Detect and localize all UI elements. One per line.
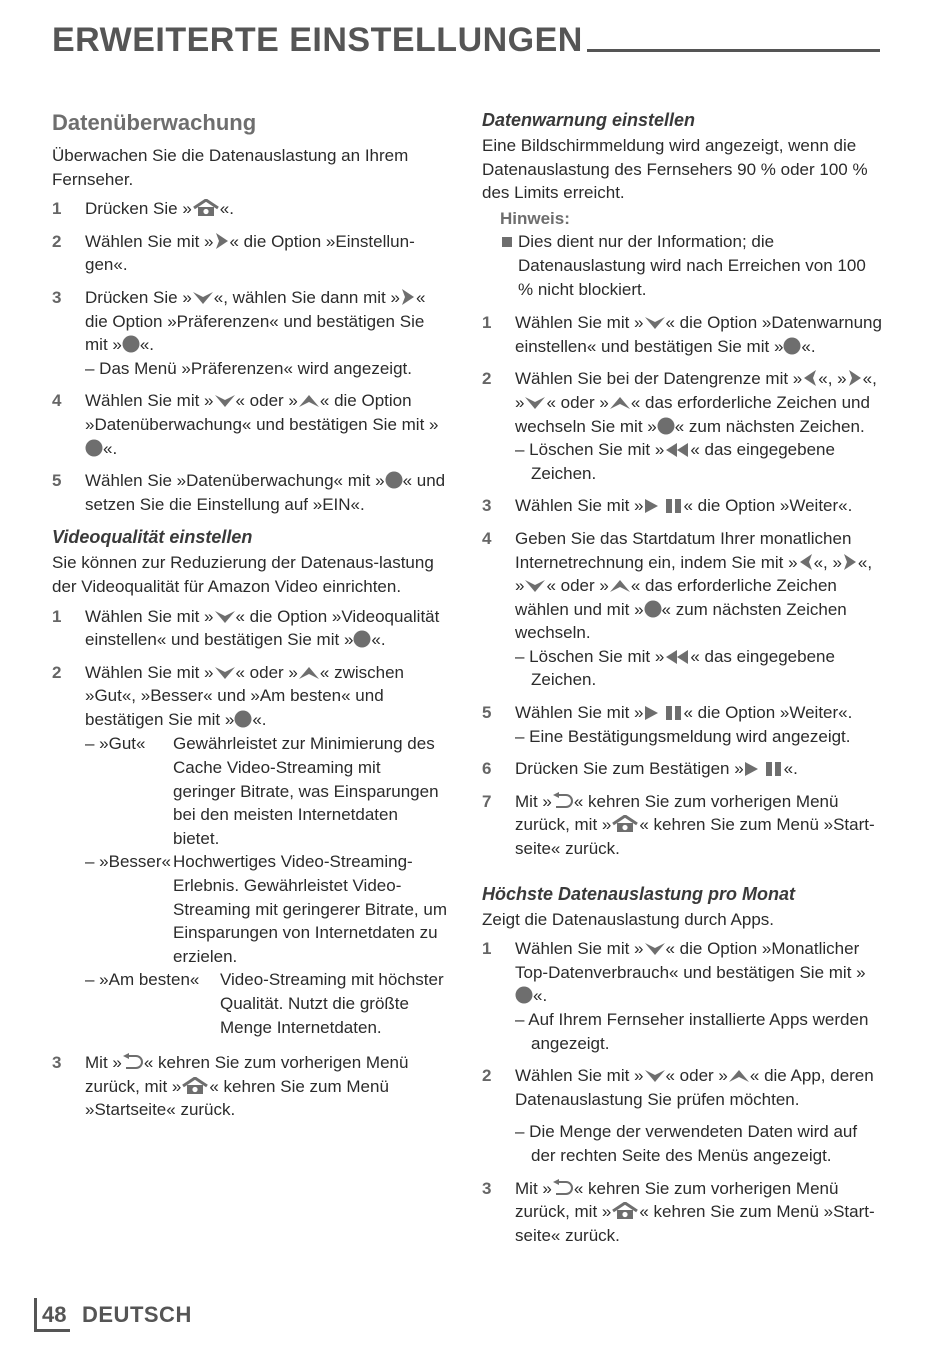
step-text: Wählen Sie mit »	[85, 606, 214, 626]
list-item	[52, 197, 447, 221]
arrow-down-icon	[214, 665, 236, 681]
step-number: 5	[482, 703, 492, 723]
step-text: Wählen Sie mit »	[85, 231, 214, 251]
subsection-title: Videoqualität einstellen	[52, 527, 253, 548]
step-text: « oder »	[235, 391, 298, 411]
arrow-up-icon	[609, 578, 631, 594]
arrow-up-icon	[298, 665, 320, 681]
step-number: 2	[482, 1066, 492, 1086]
step-text: Wählen Sie mit »	[515, 703, 644, 723]
step-number: 1	[52, 606, 62, 626]
page-title: ERWEITERTE EINSTELLUNGEN	[52, 20, 587, 60]
step-text: « kehren Sie zum Menü »Startseite« zurück.	[85, 1076, 389, 1120]
step-text: « oder »	[546, 392, 609, 412]
option-term: – »Besser«	[85, 852, 171, 872]
arrow-down-icon	[644, 315, 666, 331]
list-item	[482, 494, 882, 518]
option-description: Gewährleistet zur Minimierung des Cache Video-Streaming mit geringer Bitrate, was Einsparungen bei den meisten Internetdaten bietet.	[173, 734, 439, 848]
step-result	[515, 645, 882, 692]
step-text: « die Option »Datenwarnung einstellen« und bestätigen Sie mit »	[515, 313, 882, 356]
step-result	[515, 438, 882, 485]
step-result: – Auf Ihrem Fernseher installierte Apps werden angezeigt.	[515, 1010, 869, 1053]
subsection-intro: Sie können zur Reduzierung der Datenaus-lastung der Videoqualität für Amazon Video einrichten.	[52, 553, 434, 596]
home-icon	[192, 199, 220, 217]
arrow-up-icon	[609, 395, 631, 411]
data-warning-steps	[482, 311, 882, 860]
step-number: 3	[482, 496, 492, 516]
footer-rule-horizontal	[34, 1329, 70, 1332]
step-text: « die App, deren Datenauslastung Sie prüfen möchten.	[515, 1066, 874, 1109]
ok-icon	[353, 630, 371, 648]
ok-icon	[234, 710, 252, 728]
arrow-right-icon	[847, 369, 863, 387]
step-text: « das eingegebene Zeichen.	[531, 646, 835, 690]
arrow-left-icon	[802, 369, 818, 387]
list-item	[482, 757, 882, 781]
step-text: «, »	[813, 552, 842, 572]
list-item	[52, 230, 447, 277]
video-quality-steps	[52, 605, 447, 1122]
footer-rule-vertical	[34, 1298, 37, 1332]
subsection-intro: Zeigt die Datenauslastung durch Apps.	[482, 909, 775, 929]
step-number: 1	[52, 199, 62, 219]
list-item	[482, 701, 882, 748]
step-text: Mit »	[85, 1053, 122, 1073]
play-pause-icon	[644, 498, 684, 514]
step-text: «.	[533, 986, 548, 1006]
note-title: Hinweis:	[500, 208, 570, 228]
list-item	[482, 527, 882, 692]
arrow-right-icon	[400, 288, 416, 306]
step-text: « und setzen Sie die Einstellung auf »EIN«.	[85, 471, 446, 514]
step-text: Wählen Sie mit »	[515, 1066, 644, 1086]
rewind-icon	[664, 442, 690, 458]
back-icon	[552, 792, 574, 810]
step-number: 2	[52, 231, 62, 251]
subsection-title: Datenwarnung einstellen	[482, 110, 696, 130]
step-text: «.	[103, 438, 118, 458]
section-title: Datenüberwachung	[52, 110, 257, 135]
option-description: Hochwertiges Video-Streaming-Erlebnis. Gewährleistet Video-Streaming mit geringerer Bitrate, um Einsparungen von Internetdaten zu erzielen.	[173, 852, 447, 966]
step-text: Wählen Sie mit »	[85, 662, 214, 682]
step-text: Wählen Sie mit »	[515, 496, 644, 516]
step-text: « kehren Sie zum vorherigen Menü zurück, mit »	[515, 791, 839, 835]
ok-icon	[122, 335, 140, 353]
step-text: « zum nächsten Zeichen.	[674, 416, 865, 436]
list-item	[482, 1064, 882, 1167]
step-text: « kehren Sie zum vorherigen Menü zurück, mit »	[515, 1178, 839, 1222]
list-item	[482, 937, 882, 1055]
option-description: Video-Streaming mit höchster Qualität. Nutzt die größte Menge Internetdaten.	[220, 970, 444, 1037]
step-text: « oder »	[665, 1066, 728, 1086]
arrow-down-icon	[192, 290, 214, 306]
step-text: « zwischen »Gut«, »Besser« und »Am besten« und bestätigen Sie mit »	[85, 662, 404, 729]
step-number: 1	[482, 939, 492, 959]
step-number: 2	[482, 369, 492, 389]
list-item	[482, 1177, 882, 1248]
step-text: Wählen Sie mit »	[515, 939, 644, 959]
arrow-left-icon	[798, 553, 814, 571]
note-item	[482, 230, 882, 301]
step-text: « die Option »Videoqualität einstellen« und bestätigen Sie mit »	[85, 606, 440, 650]
step-text: Wählen Sie bei der Datengrenze mit »	[515, 369, 803, 389]
arrow-down-icon	[214, 393, 236, 409]
step-text: Wählen Sie mit »	[515, 313, 644, 333]
list-item	[482, 367, 882, 485]
step-text: Wählen Sie »Datenüberwachung« mit »	[85, 471, 385, 491]
left-column	[52, 108, 447, 1131]
option-am-besten	[85, 968, 447, 1039]
right-column	[482, 108, 882, 1256]
step-number: 4	[52, 391, 62, 411]
list-item	[52, 1051, 447, 1122]
step-text: « die Option »Präferenzen« und bestätigen Sie mit »	[85, 287, 426, 355]
step-text: «.	[252, 709, 267, 729]
ok-icon	[85, 439, 103, 457]
subsection-intro: Eine Bildschirmmeldung wird angezeigt, wenn die Datenauslastung des Fernsehers 90 % oder 100 % des Limits erreicht.	[482, 136, 868, 203]
arrow-right-icon	[842, 553, 858, 571]
step-number: 4	[482, 528, 492, 548]
arrow-down-icon	[644, 941, 666, 957]
page-header	[52, 20, 880, 60]
home-icon	[611, 815, 639, 833]
arrow-up-icon	[298, 393, 320, 409]
back-icon	[552, 1179, 574, 1197]
step-text: « zum nächsten Zeichen wechseln.	[515, 599, 847, 643]
step-result: – Eine Bestätigungsmeldung wird angezeigt.	[515, 726, 851, 746]
step-number: 1	[482, 313, 492, 333]
top-usage-steps	[482, 937, 882, 1247]
step-number: 7	[482, 791, 492, 811]
step-text: Drücken Sie zum Bestätigen »	[515, 759, 744, 779]
square-bullet-icon	[502, 237, 512, 247]
step-text: « oder »	[235, 662, 298, 682]
section-intro: Überwachen Sie die Datenauslastung an Ihrem Fernseher.	[52, 146, 409, 189]
home-icon	[181, 1077, 209, 1095]
step-text: – Löschen Sie mit »	[515, 646, 665, 666]
list-item	[52, 605, 447, 652]
step-text: «, »	[818, 369, 847, 389]
list-item	[52, 661, 447, 1040]
list-item	[52, 389, 447, 460]
option-gut	[85, 732, 447, 850]
ok-icon	[515, 986, 533, 1004]
note-text: Dies dient nur der Information; die Datenauslastung wird nach Erreichen von 100 % nicht blockiert.	[518, 232, 866, 299]
step-text: «, »	[515, 552, 873, 596]
ok-icon	[385, 471, 403, 489]
subsection-title: Höchste Datenauslastung pro Monat	[482, 883, 796, 904]
play-pause-icon	[644, 705, 684, 721]
list-item	[52, 469, 447, 516]
ok-icon	[657, 417, 675, 435]
rewind-icon	[664, 649, 690, 665]
step-text: «.	[371, 630, 386, 650]
step-text: « die Option »Monatlicher Top-Datenverbrauch« und bestätigen Sie mit »	[515, 939, 866, 982]
arrow-up-icon	[728, 1068, 750, 1084]
step-text: Drücken Sie »	[85, 199, 192, 219]
step-result: – Die Menge der verwendeten Daten wird auf der rechten Seite des Menüs angezeigt.	[515, 1122, 858, 1165]
step-number: 2	[52, 662, 62, 682]
step-text: « kehren Sie zum vorherigen Menü zurück, mit »	[85, 1053, 409, 1096]
step-number: 5	[52, 471, 62, 491]
home-icon	[611, 1202, 639, 1220]
step-number: 6	[482, 759, 492, 779]
step-text: «.	[219, 199, 234, 219]
step-text: « das erforderliche Zeichen wählen und mit »	[515, 576, 837, 619]
step-text: – Löschen Sie mit »	[515, 440, 665, 460]
list-item	[52, 286, 447, 380]
step-number: 3	[482, 1178, 492, 1198]
step-text: Wählen Sie mit »	[85, 391, 214, 411]
step-text: «, wählen Sie dann mit »	[213, 287, 400, 307]
step-text: Mit »	[515, 1178, 552, 1198]
step-text: « oder »	[546, 576, 609, 596]
step-text: «.	[139, 335, 155, 355]
step-number: 3	[52, 287, 62, 307]
list-item	[482, 790, 882, 861]
arrow-right-icon	[214, 232, 230, 250]
page-number: 48	[42, 1302, 67, 1327]
arrow-down-icon	[214, 609, 236, 625]
step-text: « die Option »Datenüberwachung« und bestätigen Sie mit »	[85, 391, 439, 434]
step-result: – Das Menü »Präferenzen« wird angezeigt.	[85, 358, 412, 378]
step-text: « kehren Sie zum Menü »Start-seite« zurück.	[515, 815, 875, 859]
step-text: Geben Sie das Startdatum Ihrer monatlichen Internetrechnung ein, indem Sie mit »	[515, 528, 852, 572]
step-number: 3	[52, 1053, 62, 1073]
step-text: « das erforderliche Zeichen und wechseln Sie mit »	[515, 392, 870, 436]
step-text: « kehren Sie zum Menü »Start-seite« zurück.	[515, 1202, 875, 1245]
step-text: «.	[783, 759, 798, 779]
spacer	[482, 870, 882, 882]
ok-icon	[644, 600, 662, 618]
step-text: «, »	[515, 369, 877, 412]
arrow-down-icon	[524, 578, 546, 594]
step-text: «.	[801, 336, 816, 356]
list-item	[482, 311, 882, 358]
step-text: Drücken Sie »	[85, 287, 192, 307]
arrow-down-icon	[644, 1068, 666, 1084]
step-text: Mit »	[515, 791, 552, 811]
step-text: « die Option »Weiter«.	[683, 496, 853, 516]
ok-icon	[783, 337, 801, 355]
back-icon	[122, 1053, 144, 1071]
option-term: – »Am besten«	[85, 970, 200, 990]
arrow-down-icon	[524, 395, 546, 411]
option-besser	[85, 850, 447, 968]
language-label: DEUTSCH	[82, 1302, 192, 1327]
step-text: « die Option »Einstellun-gen«.	[85, 231, 415, 275]
step-text: « das eingegebene Zeichen.	[531, 440, 835, 483]
data-monitoring-steps	[52, 197, 447, 516]
play-pause-icon	[744, 761, 784, 777]
option-term: – »Gut«	[85, 734, 146, 754]
step-text: « die Option »Weiter«.	[683, 703, 853, 723]
